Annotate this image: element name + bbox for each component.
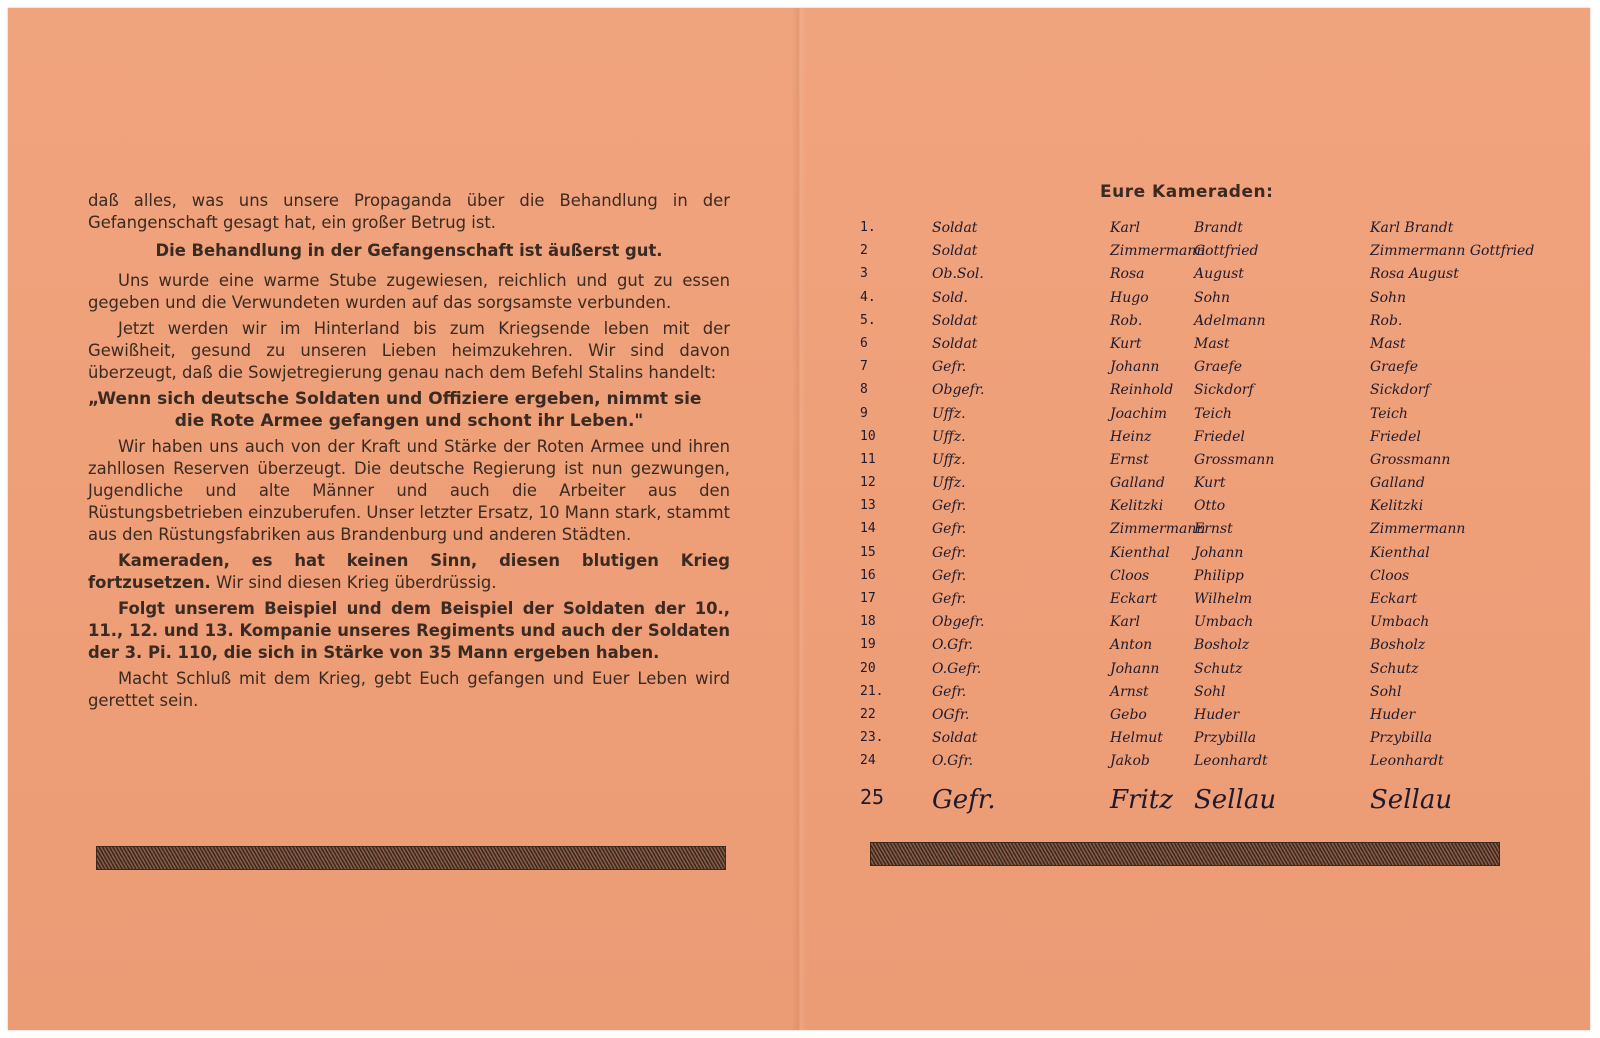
signature-rank: Gefr. <box>932 784 996 815</box>
signature-row <box>860 730 1520 753</box>
paragraph-3: Jetzt werden wir im Hinterland bis zum Kriegsende leben mit der Gewißheit, gesund zu unseren Lieben heimzukehren. Wir sind davon überzeugt, daß die Sowjetregierung genau nach dem Befehl Stalins handelt: <box>88 319 730 382</box>
signature-number: 4. <box>860 289 876 305</box>
signature-first: Arnst <box>1110 683 1149 700</box>
signature-last: Umbach <box>1194 614 1254 631</box>
signature-number: 24 <box>860 753 876 769</box>
signature-copy: Eckart <box>1370 591 1418 607</box>
signature-rank: O.Gefr. <box>932 660 982 677</box>
signature-number: 13 <box>860 498 876 514</box>
signature-last: Teich <box>1194 405 1232 422</box>
signature-copy: Mast <box>1370 335 1406 352</box>
signature-last: Leonhardt <box>1194 753 1268 770</box>
signature-last: Huder <box>1194 706 1240 723</box>
signature-first: Kurt <box>1110 335 1142 352</box>
signature-copy: Sohl <box>1370 683 1402 700</box>
signature-rank: Gefr. <box>932 591 967 607</box>
signature-last: Brandt <box>1194 220 1243 236</box>
signature-copy: Bosholz <box>1370 637 1426 654</box>
signature-rank: O.Gfr. <box>932 637 974 654</box>
signature-first: Jakob <box>1110 753 1150 770</box>
signature-number: 22 <box>860 706 876 722</box>
signature-row <box>860 429 1520 452</box>
signature-last: Przybilla <box>1194 730 1257 747</box>
leaflet-sheet <box>8 8 1590 1030</box>
signature-number: 20 <box>860 660 876 676</box>
signature-rank: O.Gfr. <box>932 753 974 770</box>
paragraph-5-bold: Kameraden, es hat keinen Sinn, diesen blutigen Krieg fortzusetzen. <box>88 551 730 592</box>
signature-rank: Soldat <box>932 730 978 747</box>
signature-copy: Umbach <box>1370 614 1430 631</box>
paragraph-4: Wir haben uns auch von der Kraft und Stärke der Roten Armee und ihren zahllosen Reserven überzeugt. Die deutsche Regierung ist nun gezwungen, Jugendliche und alte Männer und auch die Arbeiter aus den Rüstungsbetrieben einzuberufen. Unser letzter Ersatz, 10 Mann stark, stammt aus den Rüstungsfabriken aus Brandenburg und anderen Städten. <box>88 437 730 544</box>
signature-copy: Kienthal <box>1370 544 1430 561</box>
paragraph-5-rest: Wir sind diesen Krieg überdrüssig. <box>210 573 497 592</box>
signature-rank: Soldat <box>932 335 978 352</box>
signature-last: Ernst <box>1194 521 1233 538</box>
signature-last: Sickdorf <box>1194 382 1254 399</box>
signature-row <box>860 707 1520 730</box>
center-fold <box>792 8 806 1030</box>
signature-row <box>860 521 1520 544</box>
signature-copy: Kelitzki <box>1370 498 1424 515</box>
signature-first: Cloos <box>1110 567 1150 584</box>
signature-number: 19 <box>860 637 876 653</box>
signature-row <box>860 406 1520 429</box>
signature-number: 14 <box>860 521 876 537</box>
signature-number: 17 <box>860 591 876 606</box>
right-page-title: Eure Kameraden: <box>1100 182 1274 202</box>
signature-first: Galland <box>1110 475 1165 492</box>
signature-first: Heinz <box>1110 428 1152 445</box>
signature-rank: Uffz. <box>932 451 966 468</box>
paragraph-7: Macht Schluß mit dem Krieg, gebt Euch gefangen und Euer Leben wird gerettet sein. <box>88 669 730 710</box>
signature-row <box>860 382 1520 405</box>
signature-rank: Sold. <box>932 289 968 306</box>
signature-last: Friedel <box>1194 428 1245 445</box>
signature-row <box>860 568 1520 591</box>
signature-rank: Soldat <box>932 220 978 236</box>
signature-row <box>860 637 1520 660</box>
signature-copy: Grossmann <box>1370 451 1451 468</box>
signature-last: Graefe <box>1194 359 1242 376</box>
signature-row <box>860 313 1520 336</box>
signature-first: Johann <box>1110 660 1160 677</box>
signature-first: Rob. <box>1110 312 1143 329</box>
signature-rank: Gefr. <box>932 521 967 538</box>
signature-rank: Obgefr. <box>932 614 985 631</box>
signature-rank: Gefr. <box>932 544 967 561</box>
signature-copy: Teich <box>1370 405 1408 422</box>
signature-copy: Graefe <box>1370 359 1418 376</box>
signature-copy: Przybilla <box>1370 730 1433 747</box>
signature-rank: Uffz. <box>932 475 966 492</box>
signature-first: Rosa <box>1110 266 1145 283</box>
signature-rank: Uffz. <box>932 405 966 422</box>
signature-first: Kelitzki <box>1110 498 1164 515</box>
signature-last: Sohl <box>1194 683 1226 700</box>
signature-rank: Gefr. <box>932 683 967 700</box>
signature-rank: Gefr. <box>932 498 967 515</box>
signature-row <box>860 614 1520 637</box>
signature-number: 23. <box>860 730 884 746</box>
signature-last: Schutz <box>1194 660 1243 677</box>
signature-copy: Schutz <box>1370 660 1419 677</box>
signature-copy: Leonhardt <box>1370 753 1444 770</box>
signature-copy: Karl Brandt <box>1370 220 1454 236</box>
signature-first: Zimmermann <box>1110 521 1206 538</box>
signature-last: Bosholz <box>1194 637 1250 654</box>
signature-copy: Sohn <box>1370 289 1407 306</box>
signature-last: Otto <box>1194 498 1226 515</box>
signature-number: 5. <box>860 312 876 328</box>
signature-row <box>860 785 1520 825</box>
signature-last: August <box>1194 266 1244 283</box>
signature-number: 16 <box>860 567 876 583</box>
signature-rank: Obgefr. <box>932 382 985 399</box>
signature-first: Fritz <box>1110 784 1173 815</box>
quote-line-1: „Wenn sich deutsche Soldaten und Offiziere ergeben, nimmt sie <box>88 389 702 409</box>
signature-last: Sohn <box>1194 289 1231 306</box>
signature-copy: Huder <box>1370 706 1416 723</box>
signature-rank: Soldat <box>932 243 978 260</box>
signature-last: Sellau <box>1194 784 1277 815</box>
left-page-text <box>88 190 730 716</box>
signature-row <box>860 684 1520 707</box>
signature-first: Reinhold <box>1110 382 1174 399</box>
signature-first: Karl <box>1110 614 1140 631</box>
signature-first: Hugo <box>1110 289 1149 306</box>
left-decorative-bar <box>96 846 726 870</box>
signature-copy: Rosa August <box>1370 266 1459 283</box>
signature-copy: Sickdorf <box>1370 382 1430 399</box>
signature-last: Mast <box>1194 335 1230 352</box>
signature-row <box>860 452 1520 475</box>
signature-first: Kienthal <box>1110 544 1170 561</box>
signature-number: 12 <box>860 475 876 491</box>
signature-row <box>860 336 1520 359</box>
signature-number: 15 <box>860 544 876 560</box>
signature-number: 7 <box>860 359 868 375</box>
signature-copy: Zimmermann <box>1370 521 1466 538</box>
quote-line-2: die Rote Armee gefangen und schont ihr Leben." <box>174 411 644 431</box>
paragraph-6: Folgt unserem Beispiel und dem Beispiel der Soldaten der 10., 11., 12. und 13. Kompanie unseres Regiments und auch der Soldaten der 3. Pi. 110, die sich in Stärke von 35 Mann ergeben haben. <box>88 599 730 662</box>
signature-row <box>860 545 1520 568</box>
signature-number: 1. <box>860 220 876 235</box>
signature-first: Ernst <box>1110 451 1149 468</box>
signature-row <box>860 591 1520 614</box>
signature-last: Wilhelm <box>1194 591 1253 607</box>
signature-copy: Rob. <box>1370 312 1403 329</box>
paragraph-1: daß alles, was uns unsere Propaganda über die Behandlung in der Gefangenschaft gesagt hat, ein großer Betrug ist. <box>88 191 730 232</box>
signature-first: Johann <box>1110 359 1160 376</box>
signature-first: Helmut <box>1110 730 1163 747</box>
signature-first: Eckart <box>1110 591 1158 607</box>
signature-row <box>860 661 1520 684</box>
signature-copy: Galland <box>1370 475 1425 492</box>
paragraph-2: Uns wurde eine warme Stube zugewiesen, reichlich und gut zu essen gegeben und die Verwundeten wurden auf das sorgsamste verbunden. <box>88 271 730 312</box>
signature-number: 11 <box>860 451 876 467</box>
signature-number: 9 <box>860 405 868 421</box>
signature-list <box>860 220 1535 825</box>
signature-rank: Gefr. <box>932 567 967 584</box>
heading-treatment: Die Behandlung in der Gefangenschaft ist äußerst gut. <box>155 241 663 260</box>
signature-number: 8 <box>860 382 868 398</box>
signature-first: Zimmermann <box>1110 243 1206 260</box>
signature-row <box>860 220 1520 243</box>
signature-last: Philipp <box>1194 567 1244 584</box>
signature-first: Anton <box>1110 637 1153 654</box>
signature-number: 3 <box>860 266 868 282</box>
signature-last: Gottfried <box>1194 243 1259 260</box>
signature-row <box>860 359 1520 382</box>
signature-last: Johann <box>1194 544 1244 561</box>
signature-first: Gebo <box>1110 706 1147 723</box>
signature-last: Adelmann <box>1194 312 1266 329</box>
signature-first: Joachim <box>1110 405 1167 422</box>
signature-number: 2 <box>860 243 868 259</box>
right-decorative-bar <box>870 842 1500 866</box>
signature-copy: Zimmermann Gottfried <box>1370 243 1535 260</box>
signature-row <box>860 290 1520 313</box>
signature-rank: OGfr. <box>932 706 970 723</box>
signature-rank: Ob.Sol. <box>932 266 984 283</box>
signature-number: 10 <box>860 428 876 444</box>
signature-first: Karl <box>1110 220 1140 236</box>
signature-row <box>860 753 1520 776</box>
signature-number: 21. <box>860 683 884 699</box>
signature-rank: Uffz. <box>932 428 966 445</box>
signature-copy: Sellau <box>1370 784 1453 815</box>
signature-number: 6 <box>860 335 868 351</box>
signature-last: Grossmann <box>1194 451 1275 468</box>
signature-number: 25 <box>860 784 885 809</box>
signature-rank: Soldat <box>932 312 978 329</box>
signature-copy: Friedel <box>1370 428 1421 445</box>
signature-row <box>860 475 1520 498</box>
signature-rank: Gefr. <box>932 359 967 376</box>
signature-row <box>860 498 1520 521</box>
signature-copy: Cloos <box>1370 567 1410 584</box>
signature-last: Kurt <box>1194 475 1226 492</box>
signature-row <box>860 243 1535 266</box>
signature-number: 18 <box>860 614 876 630</box>
signature-row <box>860 266 1520 289</box>
paragraph-5 <box>88 550 730 594</box>
